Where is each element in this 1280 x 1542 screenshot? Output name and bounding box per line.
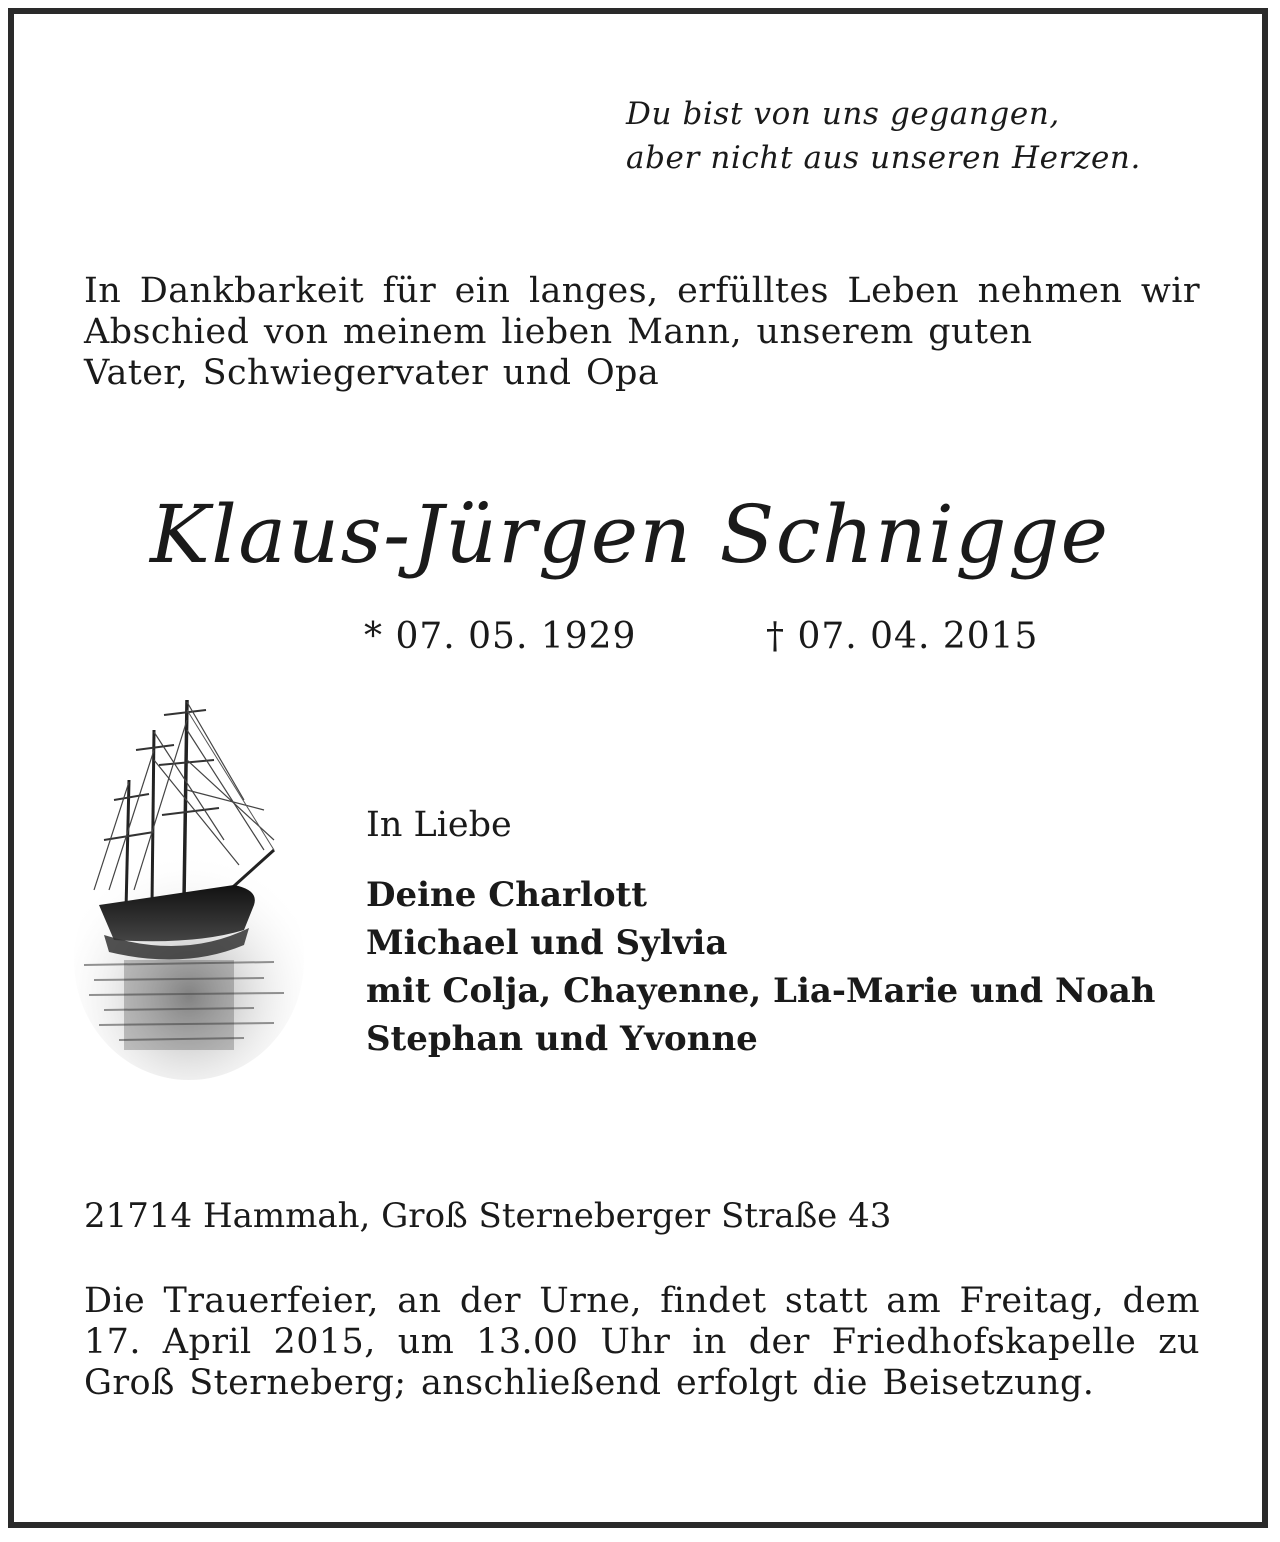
intro-last-line: Vater, Schwiegervater und Opa [84,353,660,393]
motto-quote [626,92,1141,180]
death-date: † 07. 04. 2015 [766,616,1039,657]
funeral-paragraph [84,1281,1200,1404]
birth-date: * 07. 05. 1929 [364,616,637,657]
mourners-intro: In Liebe [366,805,512,845]
funeral-text: Die Trauerfeier, an der Urne, findet statt am Freitag, dem 17. April 2015, um 13.00 Uhr in der Friedhofskapelle zu Groß Sterneberg; anschließend erfolgt die [84,1281,1200,1403]
address: 21714 Hammah, Groß Sterneberger Straße 43 [84,1196,892,1236]
motto-line-1: Du bist von uns gegangen, [626,96,1060,132]
mourner-line: Deine Charlott [366,875,647,915]
funeral-last-line: Beisetzung. [882,1363,1095,1403]
mourner-line: mit Colja, Chayenne, Lia-Marie und Noah [366,971,1156,1011]
mourner-line: Michael und Sylvia [366,923,728,963]
deceased-name: Klaus-Jürgen Schnigge [150,488,1110,581]
motto-line-2: aber nicht aus unseren Herzen. [626,140,1141,176]
sailing-ship-icon [74,690,304,1090]
mourner-line: Stephan und Yvonne [366,1019,758,1059]
mourners-list [366,871,1156,1063]
intro-text: In Dankbarkeit für ein langes, erfülltes Leben nehmen wir Abschied von meinem lieben Mann, unserem guten [84,271,1200,352]
intro-paragraph [84,271,1200,394]
